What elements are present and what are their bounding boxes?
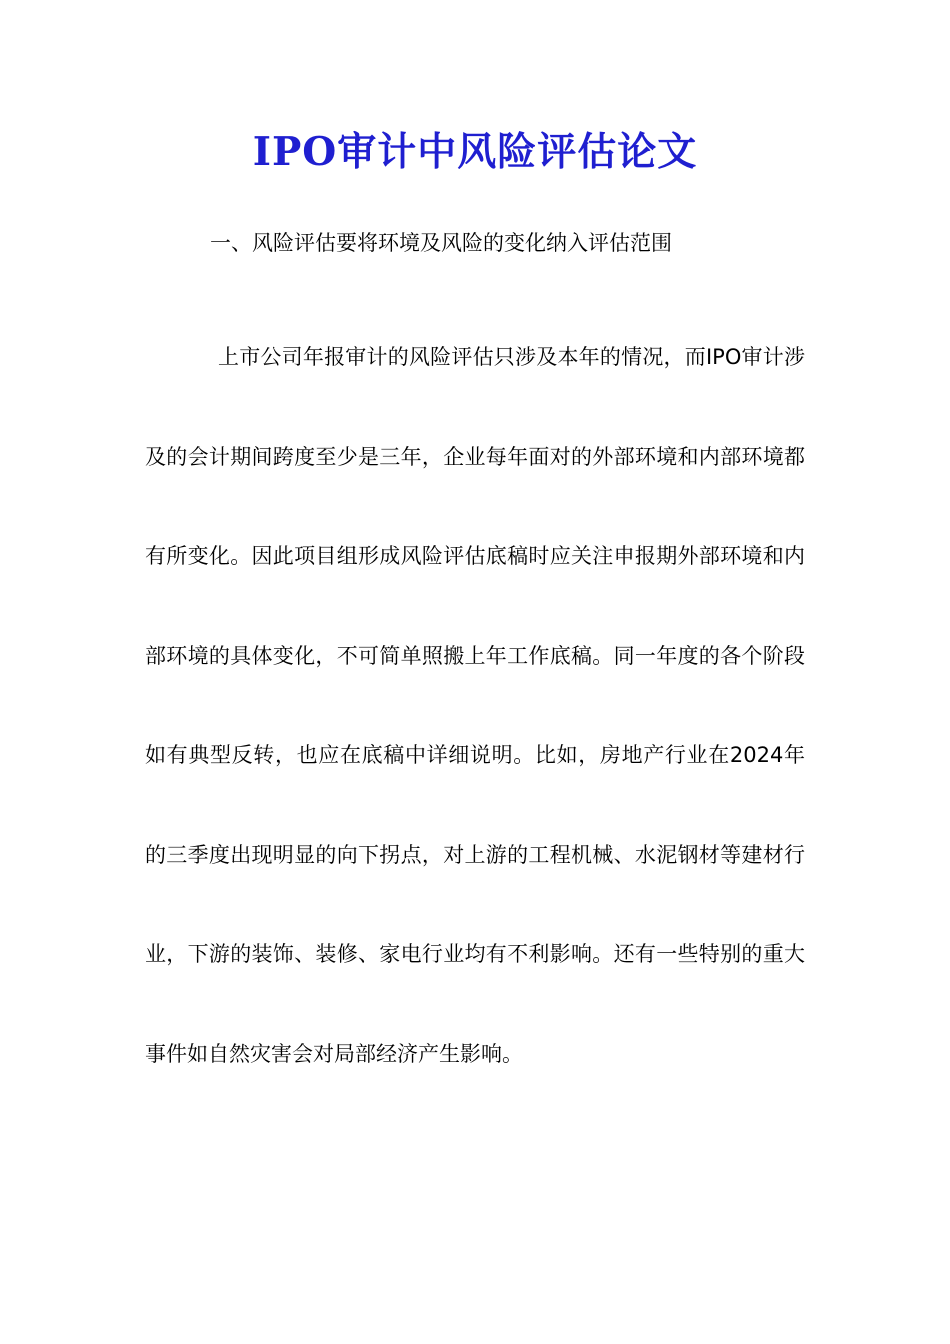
- document-title: IPO审计中风险评估论文: [252, 129, 698, 175]
- body-paragraph: 上市公司年报审计的风险评估只涉及本年的情况，而IPO审计涉及的会计期间跨度至少是三年，企业每年面对的外部环境和内部环境都有所变化。因此项目组形成风险评估底稿时应关注申报期外部环境和内部环境的具体变化，不可简单照搬上年工作底稿。同一年度的各个阶段如有典型反转，也应在底稿中详细说明。比如，房地产行业在2024年的三季度出现明显的向下拐点，对上游的工程机械、水泥钢材等建材行业，下游的装饰、装修、家电行业均有不利影响。还有一些特别的重大事件如自然灾害会对局部经济产生影响。: [145, 345, 805, 1066]
- section-heading: 一、风险评估要将环境及风险的变化纳入评估范围: [210, 231, 672, 255]
